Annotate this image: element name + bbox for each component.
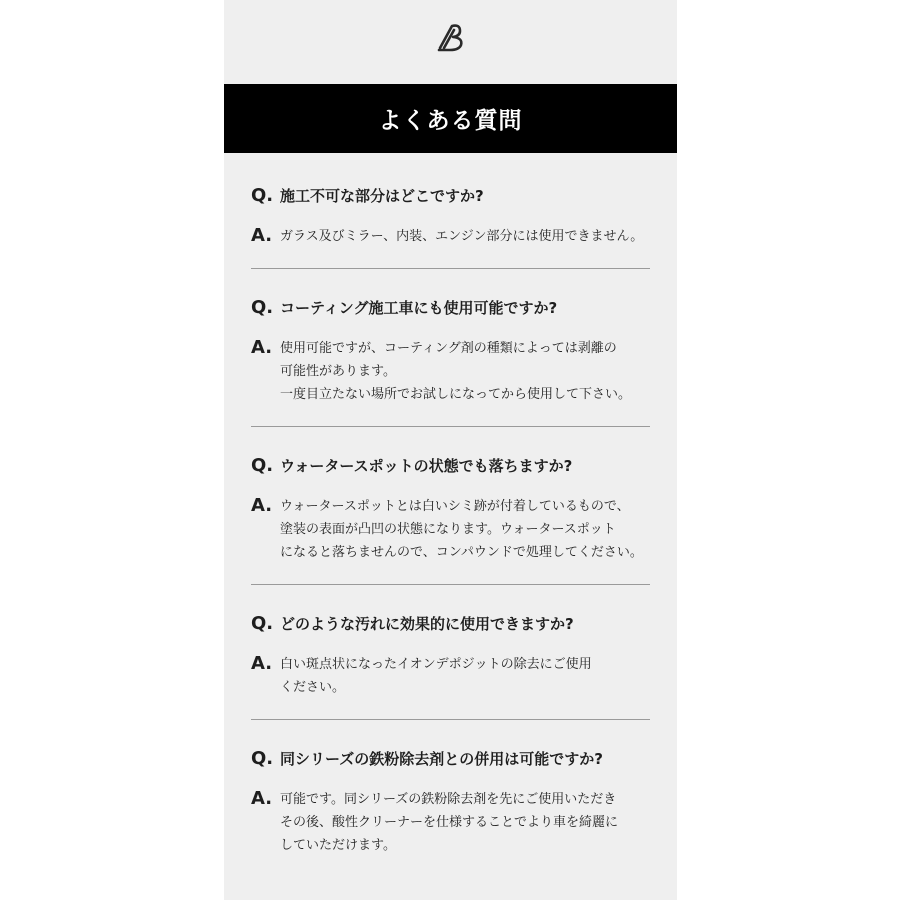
answer-line: ガラス及びミラー、内装、エンジン部分には使用できません。 — [280, 229, 644, 244]
answer-row — [251, 337, 650, 406]
answer-text — [280, 788, 618, 857]
answer-line: 白い斑点状になったイオンデポジットの除去にご使用 — [280, 657, 592, 672]
question-mark: Q. — [251, 297, 274, 318]
answer-mark: A. — [251, 337, 273, 358]
brand-logo-icon — [430, 18, 470, 58]
question-mark: Q. — [251, 455, 274, 476]
faq-panel — [224, 0, 677, 900]
faq-item — [251, 584, 650, 719]
faq-item — [251, 426, 650, 584]
answer-text — [280, 337, 631, 406]
answer-row — [251, 225, 650, 248]
answer-mark: A. — [251, 653, 273, 674]
question-row — [251, 613, 650, 635]
answer-row — [251, 495, 650, 564]
answer-line: 一度目立たない場所でお試しになってから使用して下さい。 — [280, 387, 632, 402]
answer-mark: A. — [251, 495, 273, 516]
answer-text — [280, 225, 643, 248]
answer-line: していただけます。 — [280, 838, 396, 853]
question-text: 同シリーズの鉄粉除去剤との併用は可能ですか? — [280, 750, 603, 768]
faq-item — [251, 719, 650, 877]
answer-line: 使用可能ですが、コーティング剤の種類によっては剥離の — [280, 341, 617, 356]
answer-row — [251, 653, 650, 699]
answer-line: 塗装の表面が凸凹の状態になります。ウォータースポット — [280, 522, 616, 537]
answer-line: 可能です。同シリーズの鉄粉除去剤を先にご使用いただき — [280, 792, 617, 807]
faq-item — [251, 172, 650, 268]
title-bar — [224, 84, 677, 153]
answer-line: ウォータースポットとは白いシミ跡が付着しているもので、 — [280, 499, 630, 514]
answer-line: 可能性があります。 — [280, 364, 396, 379]
question-row — [251, 297, 650, 319]
question-text: ウォータースポットの状態でも落ちますか? — [280, 457, 573, 475]
question-mark: Q. — [251, 748, 274, 769]
question-row — [251, 748, 650, 770]
faq-list — [251, 172, 650, 877]
answer-row — [251, 788, 650, 857]
answer-text — [280, 653, 592, 699]
question-mark: Q. — [251, 185, 274, 206]
question-row — [251, 455, 650, 477]
answer-text — [280, 495, 643, 564]
answer-line: ください。 — [280, 680, 346, 695]
answer-line: その後、酸性クリーナーを仕様することでより車を綺麗に — [280, 815, 619, 830]
page-title: よくある質問 — [378, 108, 523, 134]
answer-line: になると落ちませんので、コンパウンドで処理してください。 — [280, 545, 643, 560]
answer-mark: A. — [251, 225, 273, 246]
question-text: 施工不可な部分はどこですか? — [280, 187, 484, 205]
answer-mark: A. — [251, 788, 273, 809]
question-text: どのような汚れに効果的に使用できますか? — [280, 615, 574, 633]
question-text: コーティング施工車にも使用可能ですか? — [280, 299, 558, 317]
question-mark: Q. — [251, 613, 274, 634]
faq-item — [251, 268, 650, 426]
question-row — [251, 185, 650, 207]
